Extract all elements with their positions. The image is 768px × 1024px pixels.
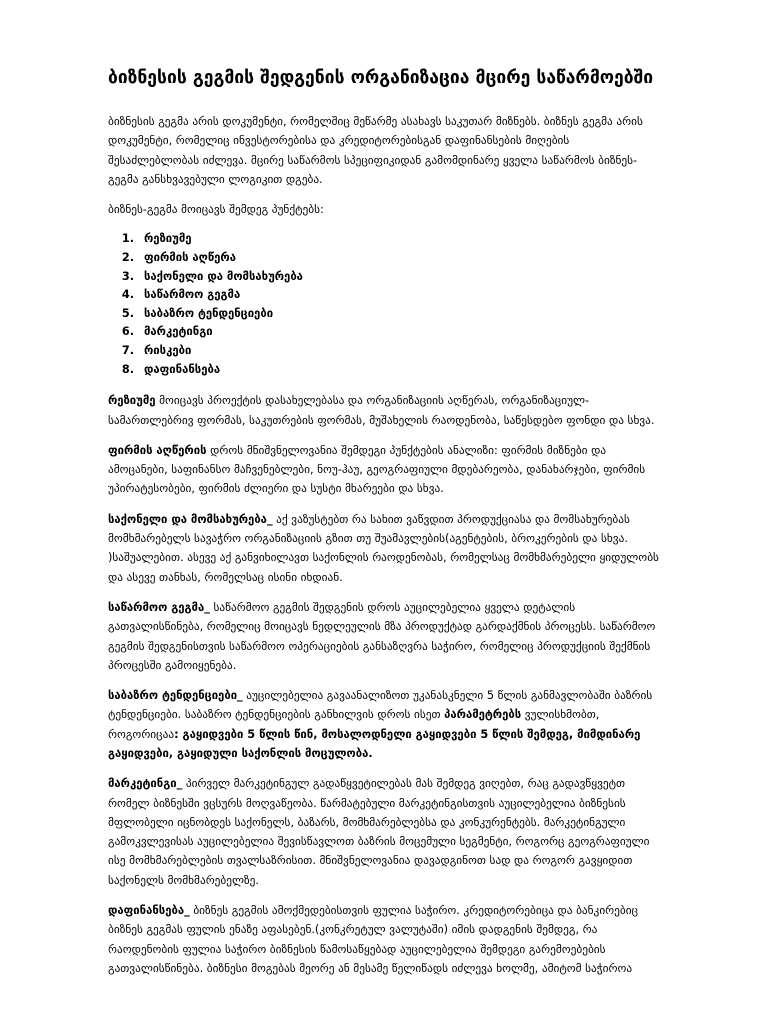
list-item: 7. რისკები <box>138 342 660 361</box>
list-item: 6. მარკეტინგი <box>138 323 660 342</box>
finance-paragraph <box>108 901 660 978</box>
list-item: 3. საქონელი და მომსახურება <box>138 268 660 287</box>
production-text: საწარმოო გეგმის შედგენის დროს აუცილებელია ყველა დეტალის გათვალისწინება, რომელიც მოიცავს ნედლეულის მზა პროდუქტად გარდაქმნის პროცესს. საწარმოო გეგმის შედგენისთვის საწარმოო ოპერაციების განსაზღვრა საჭირო, რომელიც პროდუქციის შექმნის პროცესში გამოიყენება. <box>108 600 656 672</box>
list-item: 2. ფირმის აღწერა <box>138 249 660 268</box>
market-paragraph <box>108 686 660 763</box>
resume-term: რეზიუმე <box>108 394 156 408</box>
list-item: 4. საწარმოო გეგმა <box>138 286 660 305</box>
marketing-term: მარკეტინგი_ <box>108 777 183 791</box>
resume-text: მოიცავს პროექტის დასახელებასა და ორგანიზაციის აღწერას, ორგანიზაციულ-სამართლებრივ ფორმას, საკუთრების ფორმას, მუშახელის რაოდენობა, საწესდებო ფონდი და სხვა. <box>108 394 655 427</box>
goods-term: საქონელი და მომსახურება_ <box>108 512 273 526</box>
resume-paragraph <box>108 391 660 430</box>
market-bold-2: : გაყიდვები 5 წლის წინ, მოსალოდნელი გაყიდვები 5 წლის შემდეგ, მიმდინარე გაყიდვები, გაყიდული საქონლის მოცულობა. <box>108 727 641 760</box>
contents-list <box>108 230 660 379</box>
list-item: 8. დაფინანსება <box>138 361 660 380</box>
document-title: ბიზნესის გეგმის შედგენის ორგანიზაცია მცირე საწარმოებში <box>108 68 654 88</box>
marketing-paragraph <box>108 774 660 890</box>
list-item: 5. საბაზრო ტენდენციები <box>138 305 660 324</box>
intro-paragraph: ბიზნესის გეგმა არის დოკუმენტი, რომელშიც მეწარმე ასახავს საკუთარ მიზნებს. ბიზნეს გეგმა არის დოკუმენტი, რომელიც ინვესტორებისა და კრედიტორებისგან დაფინანსების მიღების შესაძლებლობას იძლევა. მცირე საწარმოს სპეციფიკიდან გამომდინარე ყველა საწარმოს ბიზნეს-გეგმა განსხვავებული ლოგიკით დგება. <box>108 115 643 186</box>
firm-text: დროს მნიშვნელოვანია შემდეგი პუნქტების ანალიზი: ფირმის მიზნები და ამოცანები, საფინანსო მაჩვენებლები, ნოუ-ჰაუ, გეოგრაფიული მდებარეობა, დანახარჯები, ფირმის უპირატესობები, ფირმის ძლიერი და სუსტი მხარეები და სხვა. <box>108 443 646 496</box>
market-bold-1: პარამეტრებს <box>444 708 522 722</box>
list-item: 1. რეზიუმე <box>138 230 660 249</box>
finance-text: ბიზნეს გეგმის ამოქმედებისთვის ფულია საჭირო. კრედიტორებიცა და ბანკირებიც ბიზნეს გეგმას ფულის ენაზე აფასებენ.(კონკრეტულ ვალუტაში) იმის დადგენის შემდეგ, რა რაოდენობის ფულია საჭირო ბიზნესის წამოსაწყებად აუცილებელია შემდეგი გარემოებების გათვალისწინება. ბიზნესი მოგებას მეორე ან მესამე წელიწადს იძლევა ხოლმე, ამიტომ საჭიროა <box>108 904 639 975</box>
firm-term: ფირმის აღწერის <box>108 443 207 457</box>
production-term: საწარმოო გეგმა_ <box>108 600 210 614</box>
market-term: საბაზრო ტენდენციები_ <box>108 689 243 703</box>
goods-text: აქ ვაზუსტებთ რა სახით ვაწვდით პროდუქციასა და მომსახურებას მომხმარებელს სავაჭრო ორგანიზაციის გზით თუ შუამავლების(აგენტების, ბროკერების და სხვა. )საშუალებით. ასევე აქ განვიხილავთ საქონლის რაოდენობას, რომელსაც მომხმარებელი ყიდულობს და ასევე თანხას, რომელსაც ისინი იხდიან. <box>108 512 659 584</box>
list-intro: ბიზნეს-გეგმა მოიცავს შემდეგ პუნქტებს: <box>108 203 324 217</box>
production-paragraph <box>108 598 660 675</box>
finance-term: დაფინანსება_ <box>108 904 190 918</box>
firm-paragraph <box>108 441 660 499</box>
market-text-1: აუცილებელია გავაანალიზოთ უკანასკნელი 5 წლის განმავლობაში ბაზრის ტენდენციები. საბაზრო ტენდენციების განხილვის დროს ისეთ <box>108 689 653 722</box>
market-text-2: ვულისხმობთ, როგორიცაა <box>108 708 600 741</box>
marketing-text: პირველ მარკეტინგულ გადაწყვეტილებას მას შემდეგ ვიღებთ, რაც გადავწყვეტთ რომელ ბიზნესში ვცსურს მოღვაწეობა. წარმატებული მარკეტინგისთვის აუცილებელია ბიზნესის მფლობელი იცნობდეს საქონელს, ბაზარს, მომხმარებლებსა და კონკურენტებს. მარკეტინგული გამოკვლევისას აუცილებელია შევისწავლოთ ბაზრის მოცემული სეგმენტი, როგორც გეოგრაფიული ისე მომხმარებლების თვალსაზრისით. მნიშვნელოვანია დავადგინოთ სად და როგორ გავყიდით საქონელს მომხმარებელზე. <box>108 777 650 887</box>
goods-paragraph <box>108 510 660 587</box>
